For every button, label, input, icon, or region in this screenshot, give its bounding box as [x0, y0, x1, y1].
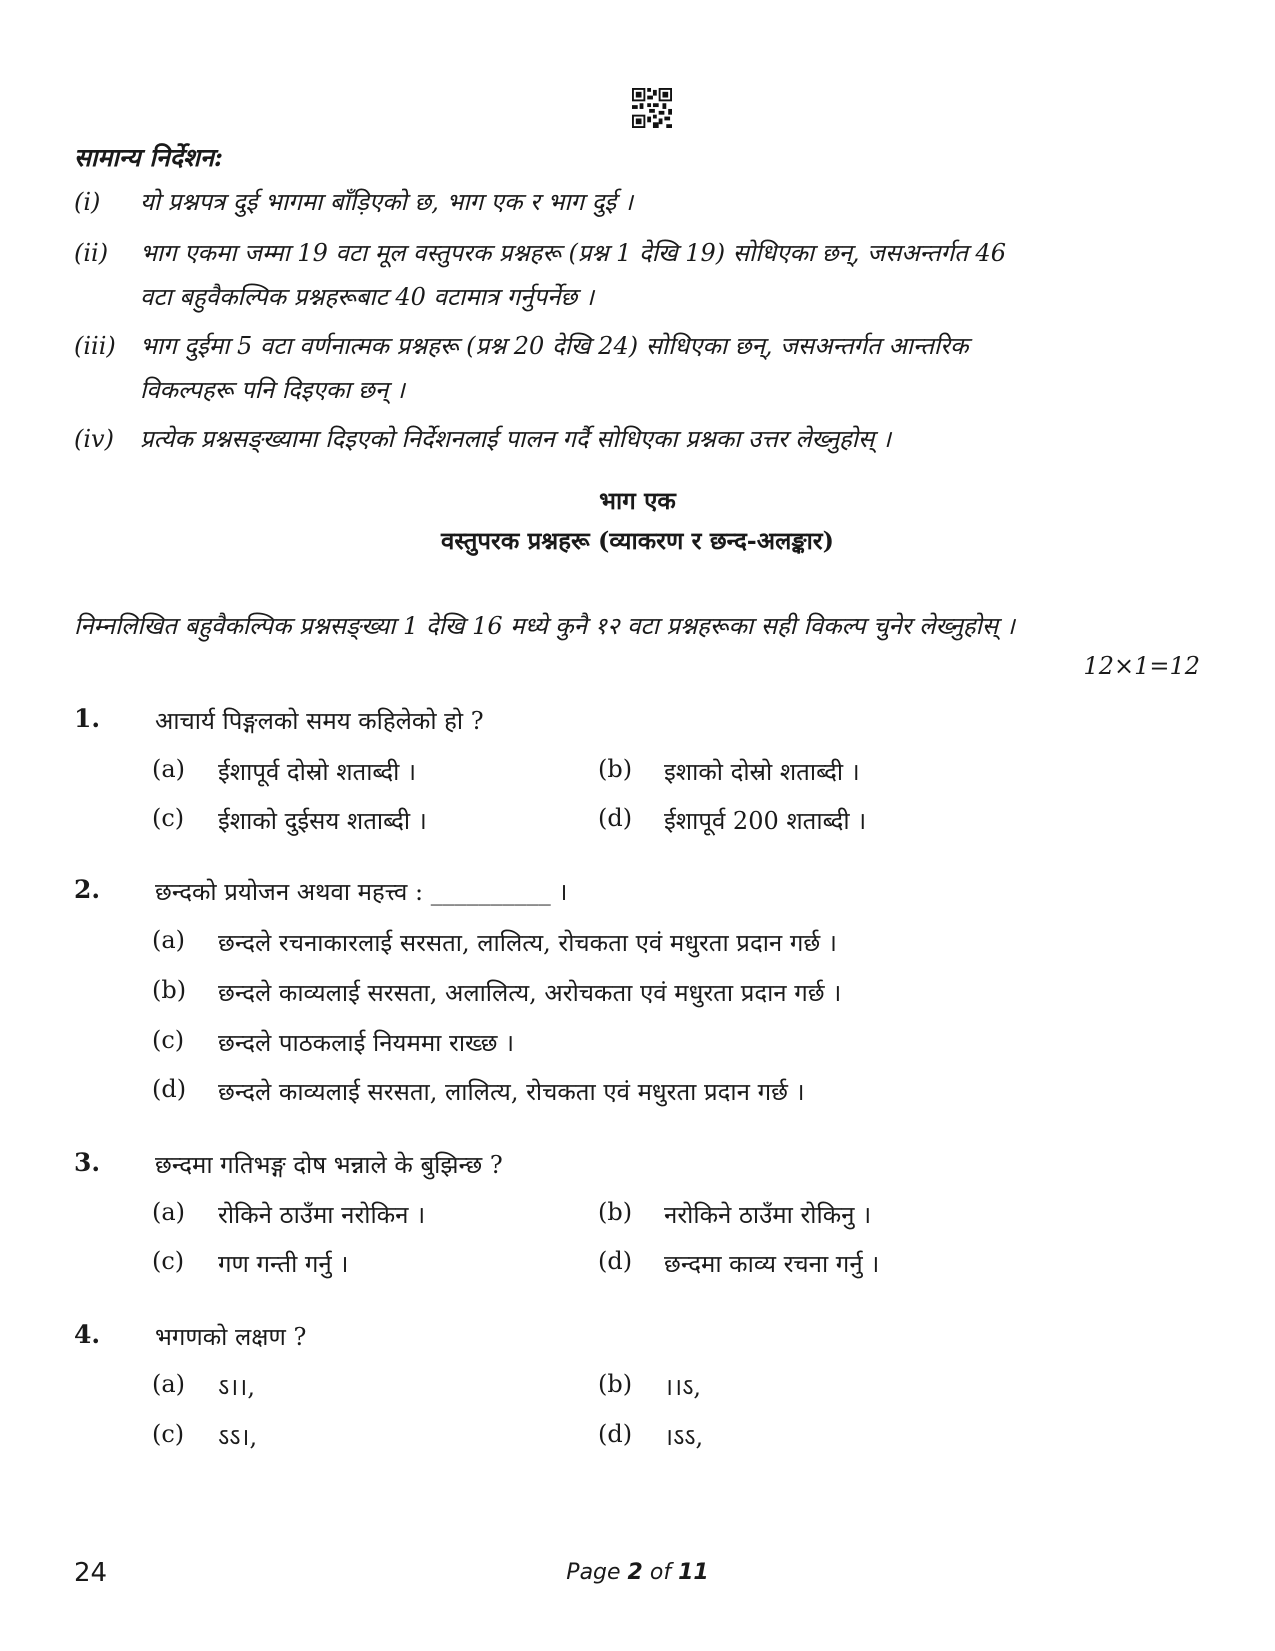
paper-code: 24: [74, 1558, 108, 1588]
option-text: इशाको दोस्रो शताब्दी ।: [664, 758, 860, 786]
option-text: नरोकिने ठाउँमा रोकिनु ।: [664, 1201, 872, 1229]
option-text: ।।ऽ,: [664, 1373, 702, 1401]
option-label: (c): [152, 804, 185, 832]
page-indicator: [0, 1560, 1275, 1585]
option-text: ईशापूर्व 200 शताब्दी ।: [664, 807, 867, 835]
page-total: 11: [678, 1560, 709, 1585]
option-label: (b): [152, 976, 187, 1004]
page-of: of: [649, 1560, 672, 1585]
question-text: छन्दको प्रयोजन अथवा महत्त्व : __________ ।: [155, 878, 568, 906]
question-text: भगणको लक्षण ?: [155, 1323, 307, 1351]
option-text: रोकिने ठाउँमा नरोकिन ।: [218, 1201, 426, 1229]
question-number: 2.: [74, 875, 101, 904]
option-text: छन्दमा काव्य रचना गर्नु ।: [664, 1250, 880, 1278]
option-text: छन्दले काव्यलाई सरसता, अलालित्य, अरोचकता एवं मधुरता प्रदान गर्छ ।: [218, 979, 842, 1007]
option-text: गण गन्ती गर्नु ।: [218, 1250, 349, 1278]
page-number: 2: [627, 1560, 643, 1585]
question-text: आचार्य पिङ्गलको समय कहिलेको हो ?: [155, 707, 484, 735]
option-label: (c): [152, 1420, 185, 1448]
section-direction: निम्नलिखित बहुवैकल्पिक प्रश्नसङ्ख्या 1 देखि 16 मध्ये कुनै १२ वटा प्रश्नहरूका सही विकल्प चुनेर लेख्नुहोस् ।: [74, 612, 1015, 640]
option-text: ऽ।।,: [218, 1373, 256, 1401]
option-text: ऽऽ।,: [218, 1423, 258, 1451]
option-text: ईशाको दुईसय शताब्दी ।: [218, 807, 427, 835]
section-title: भाग एक: [599, 486, 676, 515]
question-number: 4.: [74, 1320, 101, 1349]
question-number: 1.: [74, 704, 101, 733]
option-label: (a): [152, 1370, 186, 1398]
qr-code: [632, 88, 672, 128]
instruction-item: [74, 231, 1214, 321]
option-label: (a): [152, 1198, 186, 1226]
option-text: छन्दले रचनाकारलाई सरसता, लालित्य, रोचकता एवं मधुरता प्रदान गर्छ ।: [218, 929, 837, 957]
option-label: (d): [598, 804, 633, 832]
option-label: (a): [152, 926, 186, 954]
instruction-text: यो प्रश्नपत्र दुई भागमा बाँड़िएको छ, भाग एक र भाग दुई ।: [140, 188, 633, 216]
option-text: ईशापूर्व दोस्रो शताब्दी ।: [218, 758, 417, 786]
option-label: (b): [598, 1198, 633, 1226]
instruction-number: (ii): [74, 239, 109, 267]
instruction-item: [74, 180, 1214, 224]
instruction-text: भाग एकमा जम्मा 19 वटा मूल वस्तुपरक प्रश्नहरू (प्रश्न 1 देखि 19) सोधिएका छन्, जसअन्तर्गत 46: [140, 239, 1006, 267]
instruction-item: [74, 324, 1214, 414]
option-text: छन्दले पाठकलाई नियममा राख्छ ।: [218, 1029, 515, 1057]
instruction-text: वटा बहुवैकल्पिक प्रश्नहरूबाट 40 वटामात्र गर्नुपर्नेछ ।: [140, 283, 594, 311]
instruction-number: (iv): [74, 425, 114, 453]
option-label: (d): [152, 1075, 187, 1103]
option-text: छन्दले काव्यलाई सरसता, लालित्य, रोचकता एवं मधुरता प्रदान गर्छ ।: [218, 1078, 805, 1106]
option-label: (b): [598, 1370, 633, 1398]
option-text: ।ऽऽ,: [664, 1423, 704, 1451]
general-instructions-title: सामान्य निर्देशन:: [74, 143, 224, 172]
instruction-text: भाग दुईमा 5 वटा वर्णनात्मक प्रश्नहरू (प्रश्न 20 देखि 24) सोधिएका छन्, जसअन्तर्गत आन्तरिक: [140, 332, 969, 360]
page-prefix: Page: [566, 1560, 621, 1585]
option-label: (d): [598, 1247, 633, 1275]
instruction-item: [74, 417, 1214, 461]
instruction-text: प्रत्येक प्रश्नसङ्ख्यामा दिइएको निर्देशनलाई पालन गर्दै सोधिएका प्रश्नका उत्तर लेख्नुहोस् ।: [140, 425, 891, 453]
section-subtitle: वस्तुपरक प्रश्नहरू (व्याकरण र छन्द-अलङ्कार): [441, 526, 834, 555]
instruction-number: (iii): [74, 332, 116, 360]
option-label: (c): [152, 1247, 185, 1275]
option-label: (d): [598, 1420, 633, 1448]
option-label: (c): [152, 1026, 185, 1054]
option-label: (b): [598, 755, 633, 783]
instruction-number: (i): [74, 188, 101, 216]
section-marks: 12×1=12: [1083, 652, 1200, 680]
question-number: 3.: [74, 1148, 101, 1177]
instruction-text: विकल्पहरू पनि दिइएका छन् ।: [140, 376, 405, 404]
option-label: (a): [152, 755, 186, 783]
question-text: छन्दमा गतिभङ्ग दोष भन्नाले के बुझिन्छ ?: [155, 1151, 503, 1179]
